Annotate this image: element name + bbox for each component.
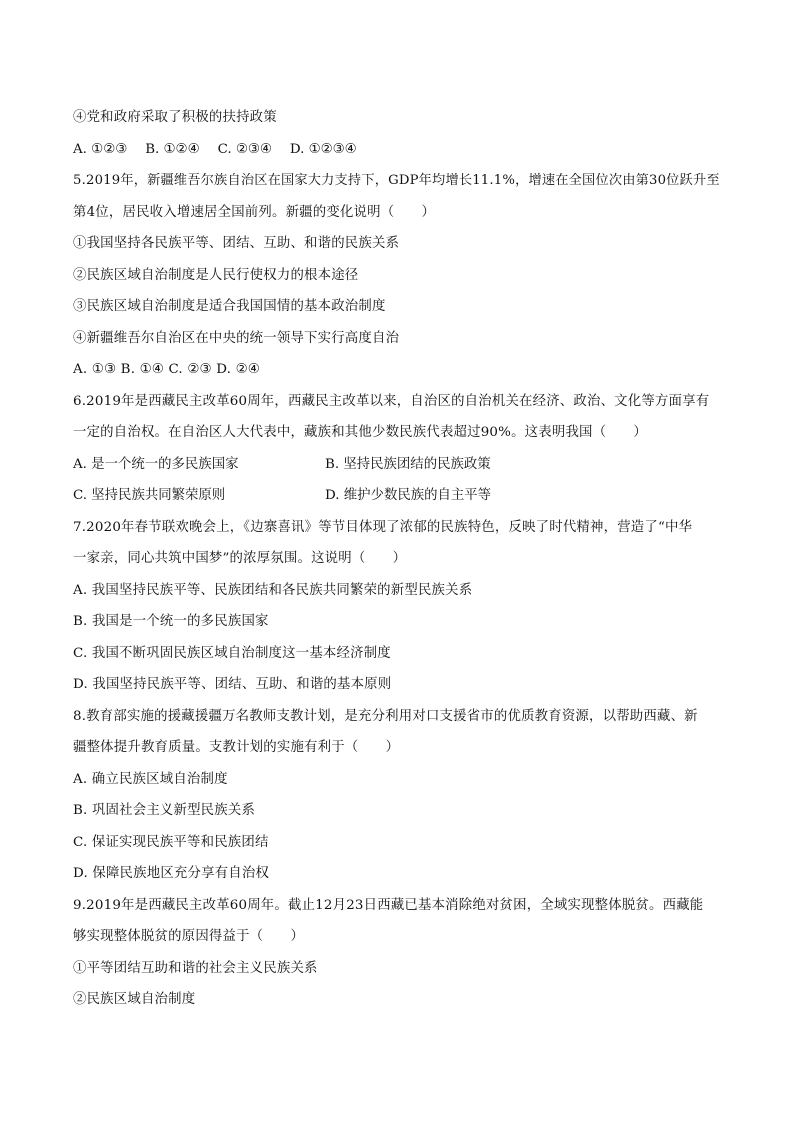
q9-stem-line2: 够实现整体脱贫的原因得益于（ ）	[73, 929, 305, 944]
q8-stem-line1: 8.教育部实施的援藏援疆万名教师支教计划，是充分利用对口支援省市的优质教育资源，以帮助西藏、新	[73, 708, 698, 724]
q6-options-row1	[73, 449, 728, 481]
q5-item-2: ②民族区域自治制度是人民行使权力的根本途径	[73, 267, 359, 283]
q8-stem-line2: 疆整体提升教育质量。支教计划的实施有利于（ ）	[73, 740, 400, 755]
q8-option-b: B. 巩固社会主义新型民族关系	[73, 803, 256, 818]
q5-item-1: ①我国坚持各民族平等、团结、互助、和谐的民族关系	[73, 236, 400, 251]
q8-option-c: C. 保证实现民族平等和民族团结	[73, 834, 269, 850]
q7-stem-line1: 7.2020年春节联欢晚会上，《边寨喜讯》等节目体现了浓郁的民族特色，反映了时代精神，营造了“中华	[73, 519, 693, 535]
q9-stem-line1: 9.2019年是西藏民主改革60周年。截止12月23日西藏已基本消除绝对贫困，全域实现整体脱贫。西藏能	[73, 897, 704, 913]
q5-item-3: ③民族区域自治制度是适合我国国情的基本政治制度	[73, 299, 386, 314]
q7-option-b: B. 我国是一个统一的多民族国家	[73, 614, 269, 629]
q5-stem-line2: 第4位，居民收入增速居全国前列。新疆的变化说明（ ）	[73, 204, 436, 220]
q4-options	[73, 134, 728, 166]
q6-options-row2	[73, 480, 728, 512]
q7-stem-line2: 一家亲，同心共筑中国梦”的浓厚氛围。这说明（ ）	[73, 551, 407, 566]
q5-stem-line1: 5.2019年，新疆维吾尔族自治区在国家大力支持下，GDP年均增长11.1%，增速在全国位次由第30位跃升至	[73, 173, 720, 188]
q4-option-d: D. ①②③④	[289, 141, 357, 157]
q9-item-1: ①平等团结互助和谐的社会主义民族关系	[73, 960, 318, 976]
q8-option-a: A. 确立民族区域自治制度	[73, 771, 228, 787]
q5-item-4: ④新疆维吾尔自治区在中央的统一领导下实行高度自治	[73, 330, 400, 346]
q7-option-d: D. 我国坚持民族平等、团结、互助、和谐的基本原则	[73, 677, 392, 692]
q4-option-a: A. ①②③	[73, 141, 128, 157]
q4-item-4: ④党和政府采取了积极的扶持政策	[73, 110, 277, 125]
q4-option-c: C. ②③④	[217, 141, 272, 157]
q6-option-d: D. 维护少数民族的自主平等	[325, 488, 492, 503]
q9-item-2: ②民族区域自治制度	[73, 992, 196, 1007]
q7-option-a: A. 我国坚持民族平等、民族团结和各民族共同繁荣的新型民族关系	[73, 582, 473, 598]
q8-option-d: D. 保障民族地区充分享有自治权	[73, 866, 270, 881]
q6-option-b: B. 坚持民族团结的民族政策	[325, 456, 491, 472]
q7-option-c: C. 我国不断巩固民族区域自治制度这一基本经济制度	[73, 645, 391, 661]
q4-option-b: B. ①②④	[145, 141, 200, 157]
q5-options: A. ①③ B. ①④ C. ②③ D. ②④	[73, 362, 260, 377]
q6-stem-line2: 一定的自治权。在自治区人大代表中，藏族和其他少数民族代表超过90%。这表明我国（ ）	[73, 425, 647, 440]
q6-option-c: C. 坚持民族共同繁荣原则	[73, 488, 226, 503]
q6-option-a: A. 是一个统一的多民族国家	[73, 456, 239, 472]
q6-stem-line1: 6.2019年是西藏民主改革60周年，西藏民主改革以来，自治区的自治机关在经济、政治、文化等方面享有	[73, 393, 710, 409]
